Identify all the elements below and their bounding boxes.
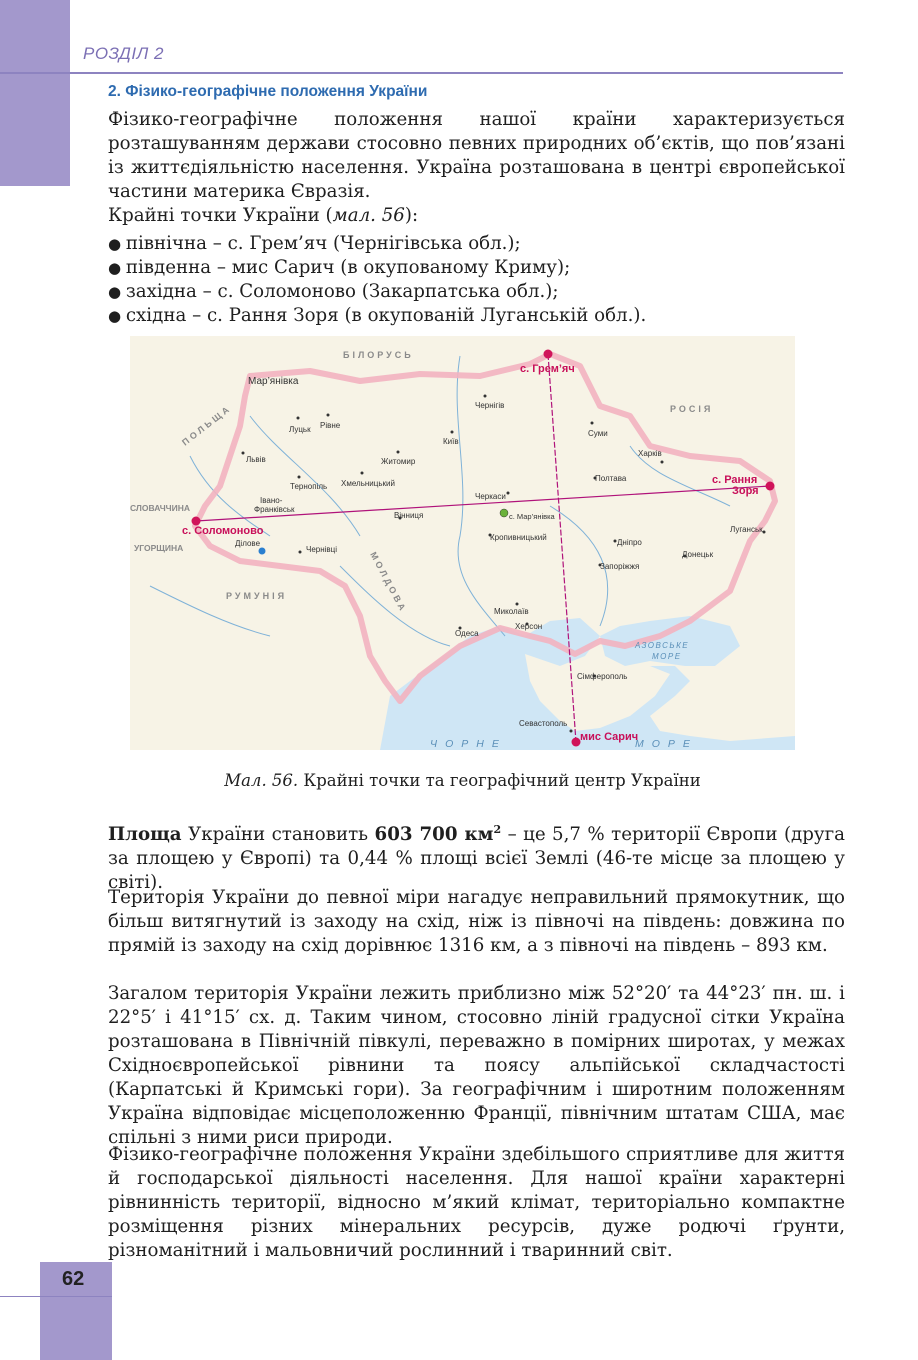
label-west: с. Соломоново <box>182 525 264 537</box>
city-donetsk: Донецьк <box>682 550 714 559</box>
point-north <box>544 350 553 359</box>
city-rivne: Рівне <box>320 421 341 430</box>
footer-rule <box>0 1296 112 1297</box>
country-belarus: БІЛОРУСЬ <box>343 350 414 360</box>
city-sevastopol: Севастополь <box>519 719 568 728</box>
list-item: ● південна – мис Сарич (в окупованому Криму); <box>108 256 646 280</box>
sidebar-tab-top <box>0 0 70 186</box>
city-lviv: Львів <box>246 455 266 464</box>
city-dnipro: Дніпро <box>617 538 642 547</box>
city-sumy: Суми <box>588 429 608 438</box>
point-center <box>500 509 508 517</box>
intro-paragraph: Фізико-географічне положення нашої країни характеризується розташуванням держави стосовно певних природних об’єктів, що пов’язані із життєдіяльністю населення. Україна розташована в центрі європейської частини материка Євразія. <box>108 109 845 202</box>
label-east-1: с. Рання <box>712 474 758 486</box>
sea-azov-1: АЗОВСЬКЕ <box>635 641 690 650</box>
city-simferopol: Сімферополь <box>577 672 628 681</box>
country-poland: ПОЛЬЩА <box>180 402 234 448</box>
area-value-sup: 2 <box>493 823 502 836</box>
country-romania: РУМУНІЯ <box>226 591 288 601</box>
city-odesa: Одеса <box>455 629 479 638</box>
label-center: с. Мар’янівка <box>509 512 555 521</box>
city-khmelnytskyi: Хмельницький <box>341 479 395 488</box>
sea-azov-2: МОРЕ <box>652 652 682 661</box>
city-kropyvnytskyi: Кропивницький <box>490 533 547 542</box>
city-ivano-2: Франківськ <box>254 505 295 514</box>
header-rule <box>0 72 843 74</box>
area-label: Площа <box>108 824 182 846</box>
ukraine-extreme-points-map <box>130 336 795 750</box>
figure-caption <box>130 771 795 790</box>
city-cherkasy: Черкаси <box>475 492 506 501</box>
city-chernihiv: Чернігів <box>475 401 505 410</box>
section-label: РОЗДІЛ 2 <box>83 44 164 63</box>
city-dilove: Діловe <box>235 539 261 548</box>
city-lutsk: Луцьк <box>289 425 311 434</box>
point-east <box>766 482 775 491</box>
country-moldova: МОЛДОВА <box>368 550 409 615</box>
country-russia: РОСІЯ <box>670 404 714 414</box>
caption-ref: Мал. 56. <box>224 771 299 790</box>
area-value <box>375 824 502 845</box>
page-number: 62 <box>62 1268 85 1290</box>
city-ternopil: Тернопіль <box>290 482 328 491</box>
extreme-points-lead <box>108 204 845 228</box>
extreme-points-list <box>108 232 646 328</box>
city-ivano-1: Івано- <box>260 496 283 505</box>
list-item: ● східна – с. Рання Зоря (в окупованій Луганській обл.). <box>108 304 646 328</box>
city-luhansk: Луганськ <box>730 525 763 534</box>
area-text-1: України становить <box>188 824 369 846</box>
lead-text-end: ): <box>404 205 419 226</box>
label-north: с. Грем’яч <box>520 363 575 375</box>
list-item: ● західна – с. Соломоново (Закарпатська обл.); <box>108 280 646 304</box>
city-chernivtsi: Чернівці <box>306 545 338 554</box>
city-vinnytsia: Вінниця <box>394 511 424 520</box>
sea-black-1: ЧОРНЕ <box>430 738 507 750</box>
area-text-2: – це 5,7 % території Європи (друга за площею у Європі) та 0,44 % площі всієї Землі (46-те місце за площею у світі). <box>108 824 845 894</box>
figure-reference: мал. 56 <box>332 205 405 226</box>
label-east-2: Зоря <box>732 485 759 497</box>
list-item: ● північна – с. Грем’яч (Чернігівська обл.); <box>108 232 646 256</box>
city-zaporizhzhia: Запоріжжя <box>600 562 640 571</box>
country-slovakia: СЛОВАЧЧИНА <box>130 503 191 513</box>
point-dilove <box>259 548 266 555</box>
coordinates-paragraph: Загалом територія України лежить приблизно між 52°20′ та 44°23′ пн. ш. і 22°5′ і 41°15′ сх. д. Таким чином, стосовно ліній градусної сітки Україна розташована в Північній півкулі, переважно в помірних широтах, у межах Східноєвропейської рівнини та поясу альпійської складчастості (Карпатські й Кримські гори). За географічним і широтним положенням Україна відповідає місцеположенню Франції, північним штатам США, має спільні з ними риси природи. <box>108 983 845 1148</box>
lead-text: Крайні точки України ( <box>108 205 333 226</box>
caption-text: Крайні точки та географічний центр України <box>303 771 701 790</box>
sea-black-2: МОРЕ <box>635 738 698 750</box>
area-paragraph <box>108 818 845 895</box>
area-value-number: 603 700 км <box>374 824 494 846</box>
city-mykolaiv: Миколаїв <box>494 607 529 616</box>
city-poltava: Полтава <box>595 474 627 483</box>
city-kherson: Херсон <box>515 622 543 631</box>
shape-paragraph: Територія України до певної міри нагадує неправильний прямокутник, що більш витягнутий із заходу на схід, ніж із півночі на південь: довжина по прямій із заходу на схід дорівнює 1316 км, а з півночі на південь – 893 км. <box>108 887 845 956</box>
favorable-paragraph: Фізико-географічне положення України здебільшого сприятливе для життя й господарської діяльності населення. Для нашої країни характерні рівнинність території, відносно м’який клімат, територіально компактне розміщення різних мінеральних ресурсів, дуже родючі ґрунти, різноманітний і мальовничий рослинний і тваринний світ. <box>108 1144 845 1261</box>
city-kyiv: Київ <box>443 437 459 446</box>
city-kharkiv: Харків <box>638 449 662 458</box>
city-zhytomyr: Житомир <box>381 457 416 466</box>
label-south: мис Сарич <box>580 731 639 743</box>
section-heading: 2. Фізико-географічне положення України <box>108 83 428 100</box>
city-marianivka-west: Мар’янівка <box>248 376 299 387</box>
country-hungary: УГОРЩИНА <box>134 543 184 553</box>
